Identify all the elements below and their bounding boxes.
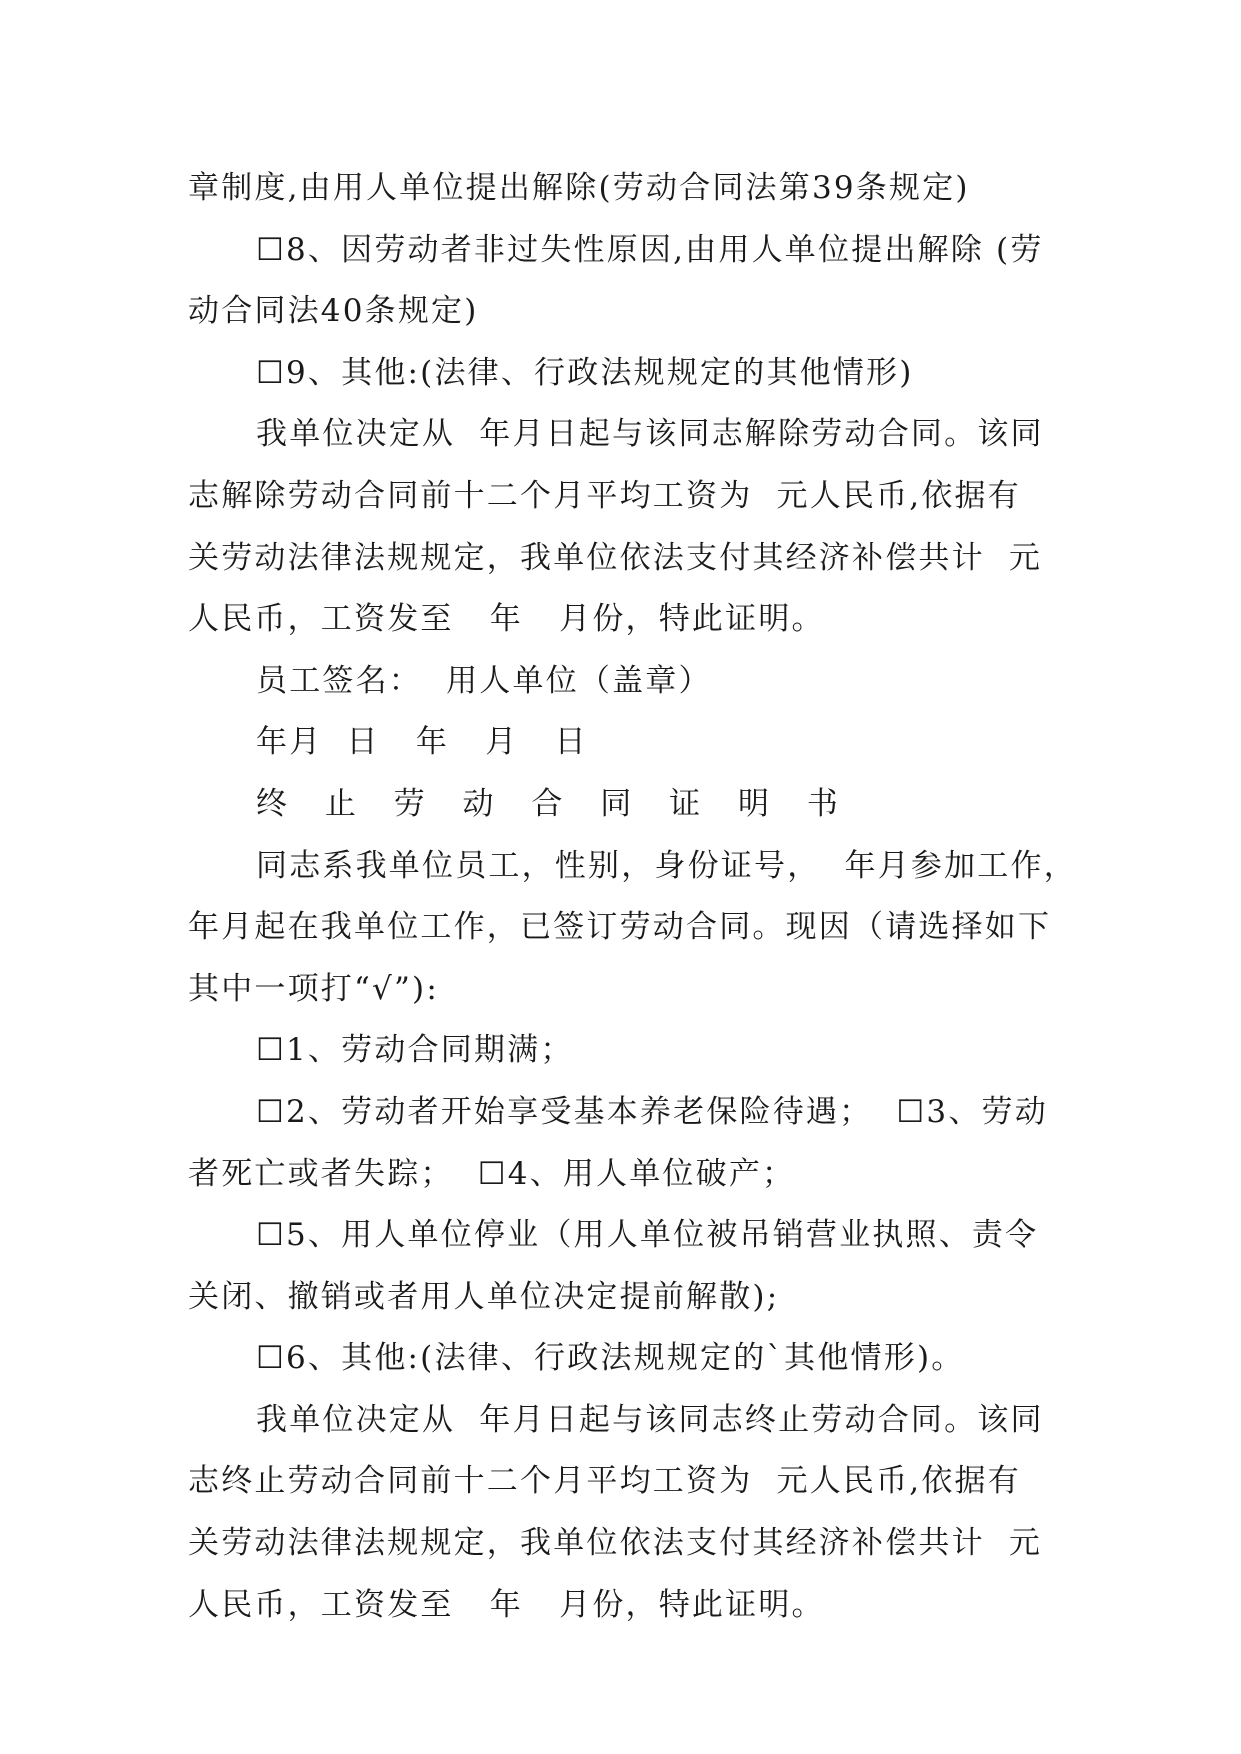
option-1-line: ☐1、劳动合同期满； <box>256 1032 574 1069</box>
clause-8-line: ☐8、因劳动者非过失性原因,由用人单位提出解除 (劳 <box>256 231 1044 268</box>
text-line-19: 关闭、撤销或者用人单位决定提前解散); <box>188 1278 780 1315</box>
text-line-7: 关劳动法律法规规定，我单位依法支付其经济补偿共计 元 <box>188 539 1043 576</box>
text-line-1: 章制度,由用人单位提出解除(劳动合同法第39条规定) <box>188 170 970 206</box>
dissolution-decision-line: 我单位决定从 年月日起与该同志解除劳动合同。该同 <box>256 416 1044 453</box>
text-line-23: 关劳动法律法规规定，我单位依法支付其经济补偿共计 元 <box>188 1525 1043 1562</box>
section-title: 终 止 劳 动 合 同 证 明 书 <box>256 785 852 822</box>
text-line-14: 其中一项打“√”): <box>188 970 439 1007</box>
text-line-24: 人民币，工资发至 年 月份，特此证明。 <box>188 1586 825 1623</box>
clause-9-line: ☐9、其他:(法律、行政法规规定的其他情形) <box>256 354 914 391</box>
text-line-13: 年月起在我单位工作，已签订劳动合同。现因（请选择如下 <box>188 909 1052 946</box>
document-body <box>188 158 1077 1636</box>
text-line-17: 者死亡或者失踪； ☐4、用人单位破产； <box>188 1155 796 1192</box>
date-line: 年月 日 年 月 日 <box>256 724 588 761</box>
text-line-3: 动合同法40条规定) <box>188 293 479 330</box>
text-line-22: 志终止劳动合同前十二个月平均工资为 元人民币,依据有 <box>188 1463 1021 1500</box>
text-line-8: 人民币，工资发至 年 月份，特此证明。 <box>188 601 825 638</box>
signature-line: 员工签名： 用人单位（盖章） <box>256 662 712 699</box>
option-6-line: ☐6、其他:(法律、行政法规规定的`其他情形)。 <box>256 1340 965 1377</box>
termination-decision-line: 我单位决定从 年月日起与该同志终止劳动合同。该同 <box>256 1401 1044 1438</box>
option-2-3-line: ☐2、劳动者开始享受基本养老保险待遇； ☐3、劳动 <box>256 1093 1048 1130</box>
text-line-6: 志解除劳动合同前十二个月平均工资为 元人民币,依据有 <box>188 477 1021 514</box>
employee-info-line: 同志系我单位员工，性别，身份证号， 年月参加工作， <box>256 847 1077 884</box>
option-5-line: ☐5、用人单位停业（用人单位被吊销营业执照、责令 <box>256 1217 1039 1254</box>
